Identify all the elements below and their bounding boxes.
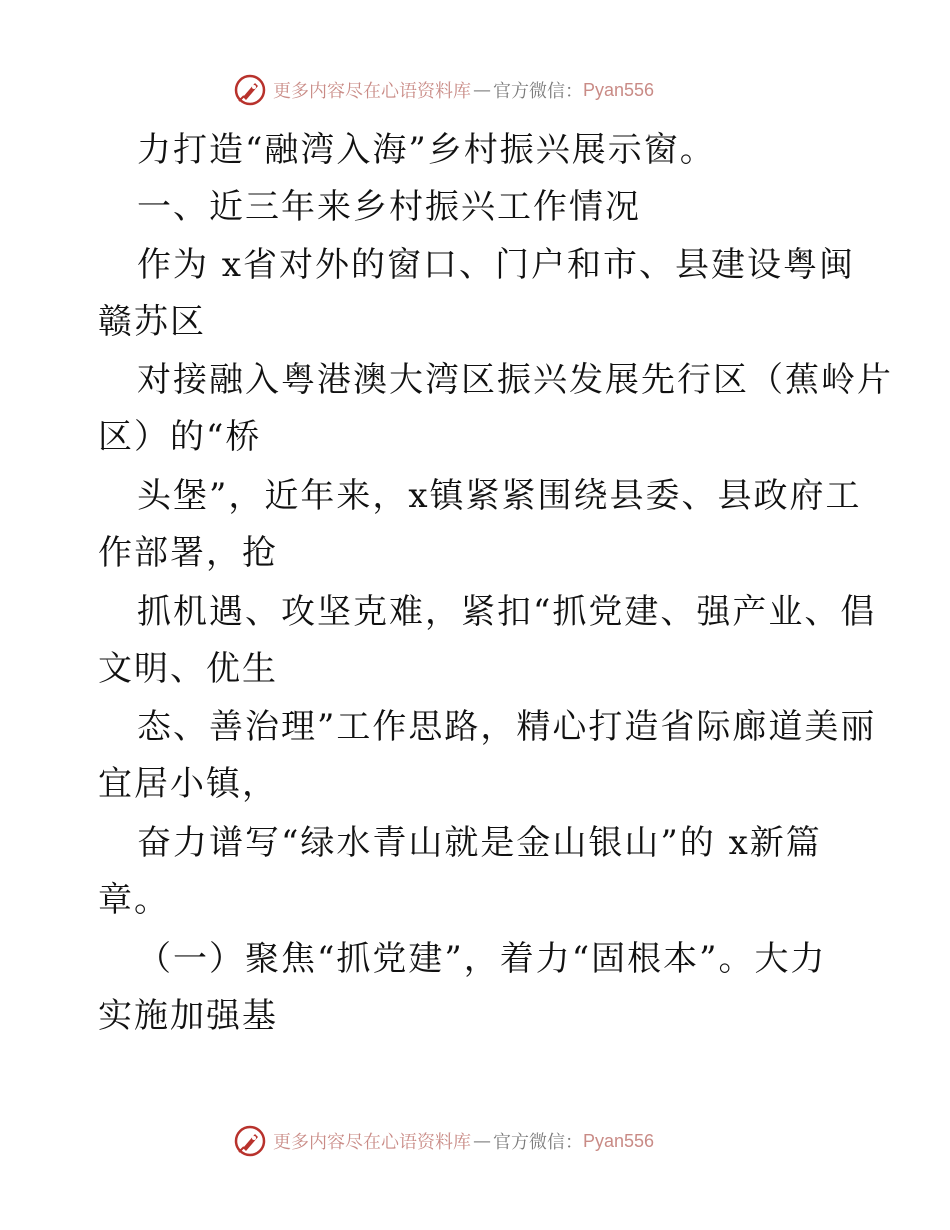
text-line: 力打造“融湾入海”乡村振兴展示窗。 — [137, 130, 716, 170]
text-line: 作部署，抢 — [98, 533, 278, 573]
banner-dash: — — [473, 79, 491, 101]
text-line: 抓机遇、攻坚克难，紧扣“抓党建、强产业、倡 — [137, 592, 877, 632]
text-line: 对接融入粤港澳大湾区振兴发展先行区（蕉岭片 — [137, 360, 893, 400]
banner-wechat-id: Pyan556 — [583, 1130, 655, 1151]
text-line: 宜居小镇， — [98, 764, 278, 804]
text-line: 奋力谱写“绿水青山就是金山银山”的 x新篇 — [137, 823, 822, 863]
banner-label: 官方微信： — [493, 1132, 583, 1153]
banner-main-text: 更多内容尽在心语资料库 — [273, 81, 471, 102]
text-line: 文明、优生 — [98, 649, 278, 689]
header-banner — [233, 72, 654, 108]
banner-wechat-id: Pyan556 — [583, 79, 655, 100]
banner-label: 官方微信： — [493, 81, 583, 102]
text-line: 实施加强基 — [98, 996, 278, 1036]
text-line: 章。 — [98, 880, 170, 920]
subsection-heading: （一）聚焦“抓党建”，着力“固根本”。大力 — [137, 939, 827, 979]
text-line: 头堡”，近年来，x镇紧紧围绕县委、县政府工 — [137, 476, 862, 516]
text-line: 态、善治理”工作思路，精心打造省际廊道美丽 — [137, 707, 877, 747]
section-heading: 一、近三年来乡村振兴工作情况 — [137, 187, 641, 227]
footer-banner — [233, 1123, 654, 1159]
pen-nib-logo-icon — [233, 73, 267, 107]
text-line: 赣苏区 — [98, 302, 206, 342]
text-line: 作为 x省对外的窗口、门户和市、县建设粤闽 — [137, 245, 855, 285]
banner-dash: — — [473, 1130, 491, 1152]
text-line: 区）的“桥 — [98, 417, 262, 457]
banner-main-text: 更多内容尽在心语资料库 — [273, 1132, 471, 1153]
pen-nib-logo-icon — [233, 1124, 267, 1158]
